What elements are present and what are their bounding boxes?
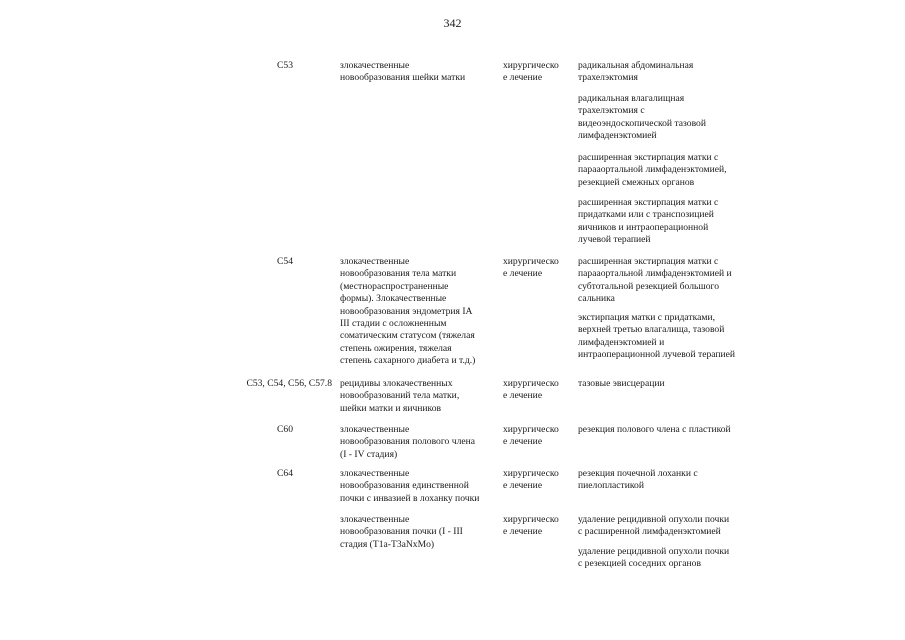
diagnosis: злокачественные новообразования шейки матки (340, 60, 466, 84)
treatment-type: хирургическо е лечение (503, 514, 559, 538)
treatment-method: расширенная экстирпация матки с парааортальной лимфаденэктомией и субтотальной резекцией большого сальника (578, 256, 732, 305)
diagnosis: злокачественные новообразования почки (I - III стадия (T1a-T3aNxMo) (340, 514, 463, 550)
diagnosis: злокачественные новообразования единственной почки с инвазией в лоханку почки (340, 468, 480, 504)
treatment-method: экстирпация матки с придатками, верхней третью влагалища, тазовой лимфаденэктомией и интраоперационной лучевой терапией (578, 312, 736, 361)
icd-code: C53, C54, C56, C57.8 (246, 378, 332, 389)
treatment-type: хирургическо е лечение (503, 378, 559, 402)
treatment-method: радикальная абдоминальная трахелэктомия (578, 60, 694, 84)
treatment-type: хирургическо е лечение (503, 424, 559, 448)
icd-code: C54 (277, 256, 293, 267)
treatment-table (0, 60, 905, 570)
treatment-type: хирургическо е лечение (503, 256, 559, 280)
treatment-method: расширенная экстирпация матки с придатками или с транспозицией яичников и интраоперационной лучевой терапией (578, 197, 719, 246)
icd-code: C60 (277, 424, 293, 435)
icd-code: C53 (277, 60, 293, 71)
diagnosis: злокачественные новообразования тела матки (местнораспространенные формы). Злокачественные новообразования эндометрия IA III стадии с осложненным соматическим статусом (тяжелая степень ожирения, тяжелая степень сахарного диабета и т.д.) (340, 256, 476, 367)
treatment-method: удаление рецидивной опухоли почки с резекцией соседних органов (578, 546, 730, 570)
treatment-type: хирургическо е лечение (503, 60, 559, 84)
treatment-method: радикальная влагалищная трахелэктомия с видеоэндоскопической тазовой лимфаденэктомией (578, 93, 706, 142)
page-number: 342 (443, 16, 462, 30)
treatment-method: расширенная экстирпация матки с парааортальной лимфаденэктомией, резекцией смежных органов (578, 152, 727, 188)
table-row (0, 60, 905, 252)
treatment-type: хирургическо е лечение (503, 468, 559, 492)
treatment-method: удаление рецидивной опухоли почки с расширенной лимфаденэктомией (578, 514, 730, 538)
treatment-method: тазовые эвисцерации (578, 378, 665, 389)
treatment-method: резекция полового члена с пластикой (578, 424, 731, 435)
icd-code: C64 (277, 468, 293, 479)
diagnosis: злокачественные новообразования полового члена (I - IV стадия) (340, 424, 476, 460)
treatment-method: резекция почечной лоханки с пиелопластикой (578, 468, 698, 492)
diagnosis: рецидивы злокачественных новообразований тела матки, шейки матки и яичников (340, 378, 460, 414)
